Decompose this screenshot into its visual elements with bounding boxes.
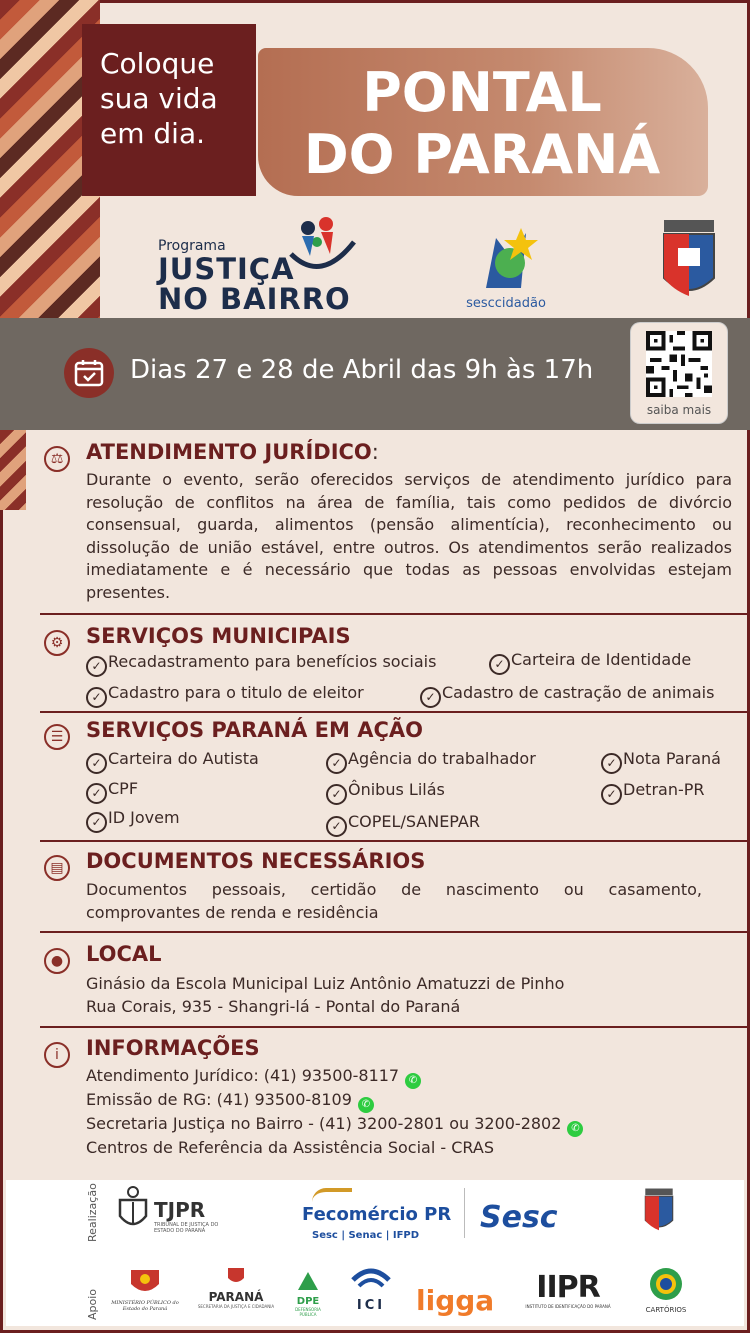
juridico-text [86,469,732,605]
parana-text: PARANÁ [208,1290,264,1304]
section-title: SERVIÇOS MUNICIPAIS [86,624,351,648]
item-label: Cadastro para o titulo de eleitor [108,683,364,702]
local-line: Ginásio da Escola Municipal Luiz Antônio Amatuzzi de Pinho [86,974,565,993]
cartorios-seal-icon [648,1266,684,1302]
sesc-cidadao-icon [466,218,546,292]
document-icon: ▤ [44,855,70,881]
item-label: Carteira do Autista [108,749,259,768]
mp-text: MINISTÉRIO PÚBLICO do Estado do Paraná [111,1300,179,1312]
municipal-coat-of-arms-small [642,1186,676,1236]
calendar-icon [64,348,114,398]
documentos-line: comprovantes de renda e residência [86,902,379,922]
juridico-title: ATENDIMENTO JURÍDICO [86,440,372,464]
program-name-1: JUSTIÇA [158,252,295,286]
sesc-cidadao-logo [458,218,554,310]
check-icon: ✓ [86,687,107,708]
sesc-logo: Sesc [480,1200,558,1235]
info-line: Centros de Referência da Assistência Social - CRAS [86,1138,494,1157]
documentos-line: Documentos pessoais, certidão de nascimento ou casamento, [86,880,702,899]
juridico-line: resolução de conflitos na área de família, tais como pedidos de divórcio [86,492,732,512]
dpe-scales-icon [295,1270,321,1292]
municipal-coat-of-arms [658,218,720,304]
qr-code-card[interactable] [630,322,728,424]
item-label: Detran-PR [623,780,705,799]
section-title: INFORMAÇÕES [86,1036,260,1060]
ici-swirl-icon [349,1266,393,1294]
checklist-item [86,683,364,708]
item-label: Carteira de Identidade [511,650,692,669]
juridico-line: presentes. [86,582,171,602]
dpe-subtext: DEFENSORIA PÚBLICA [295,1307,321,1317]
check-icon: ✓ [86,812,107,833]
footer-logos [6,1180,744,1326]
mp-logo [110,1266,180,1312]
parana-logo [196,1266,276,1309]
informacoes-text [86,1065,583,1160]
section-title: DOCUMENTOS NECESSÁRIOS [86,849,426,873]
item-label: CPF [108,779,139,798]
check-icon: ✓ [420,687,441,708]
check-icon: ✓ [86,656,107,677]
item-label: Nota Paraná [623,749,721,768]
checklist-item [489,650,691,675]
juridico-line: Durante o evento, serão oferecidos serviços de atendimento jurídico para [86,470,732,489]
cartorios-logo [638,1266,694,1314]
crowd-illustration-edge [0,430,26,510]
footer-divider [464,1188,465,1238]
qr-code-icon[interactable] [645,331,713,397]
partner-logos-top [150,212,720,316]
whatsapp-icon[interactable]: ✆ [567,1121,583,1137]
checklist-item [601,749,721,774]
info-line-text: Secretaria Justiça no Bairro - (41) 3200-2801 ou 3200-2802 [86,1114,562,1133]
checklist-item [86,779,138,804]
family-icon [286,214,356,274]
divider [40,931,750,933]
dpe-logo [286,1270,330,1317]
juridico-line: dissolução de união estável, entre outros. Os atendimentos serão realizados [86,537,732,557]
apoio-label: Apoio [86,1288,99,1320]
divider [40,711,750,713]
documentos-text [86,879,702,924]
item-label: COPEL/SANEPAR [348,812,480,831]
whatsapp-icon[interactable]: ✆ [358,1097,374,1113]
tjpr-subtext: TRIBUNAL DE JUSTIÇA DO ESTADO DO PARANÁ [154,1222,219,1234]
divider [40,613,750,615]
section-title [86,440,379,464]
divider [40,840,750,842]
check-icon: ✓ [86,783,107,804]
checklist-item [86,808,180,833]
check-icon: ✓ [489,654,510,675]
clipboard-icon: ☰ [44,724,70,750]
info-line [86,1113,583,1137]
section-title: LOCAL [86,942,162,966]
check-icon: ✓ [326,816,347,837]
checklist-item [326,812,480,837]
iipr-subtext: INSTITUTO DE IDENTIFICAÇÃO DO PARANÁ [525,1304,611,1309]
checklist-item [86,749,259,774]
mp-crest-icon [127,1266,163,1296]
checklist-item [326,749,536,774]
juridico-line: imediatamente e é necessário que todas as pessoas envolvidas estejam [86,560,732,580]
tagline-box: Coloque sua vida em dia. [82,24,256,196]
scales-icon: ⚖ [44,446,70,472]
iipr-logo [516,1272,620,1309]
dpe-text: DPE [296,1296,320,1307]
event-dates: Dias 27 e 28 de Abril das 9h às 17h [130,355,594,385]
iipr-text: IIPR [536,1270,600,1305]
juridico-colon: : [371,440,379,464]
checklist-item [601,780,705,805]
check-icon: ✓ [601,784,622,805]
checklist-item [420,683,714,708]
item-label: ID Jovem [108,808,180,827]
item-label: Agência do trabalhador [348,749,536,768]
item-label: Cadastro de castração de animais [442,683,715,702]
item-label: Ônibus Lilás [348,780,445,799]
item-label: Recadastramento para benefícios sociais [108,652,437,671]
tjpr-text: TJPR [154,1198,206,1222]
info-line [86,1065,583,1089]
ici-text: ICI [356,1298,386,1313]
check-icon: ✓ [326,753,347,774]
whatsapp-icon[interactable]: ✆ [405,1073,421,1089]
parana-subtext: SECRETARIA DA JUSTIÇA E CIDADANIA [197,1304,275,1309]
info-line-text: Atendimento Jurídico: (41) 93500-8117 [86,1066,400,1085]
title-line-1: PONTAL [362,61,602,124]
checklist-item [86,652,436,677]
divider [40,1026,750,1028]
qr-caption: saiba mais [646,403,712,417]
title-line-2: DO PARANÁ [303,123,661,186]
info-line [86,1089,583,1113]
local-line: Rua Corais, 935 - Shangri-lá - Pontal do Paraná [86,996,461,1016]
tjpr-crest-icon [116,1186,150,1232]
cartorios-text: CARTÓRIOS [645,1306,687,1314]
fecomercio-swoosh [312,1188,352,1202]
program-label: Programa [158,238,226,254]
check-icon: ✓ [326,784,347,805]
fecomercio-subtext: Sesc | Senac | IFPD [312,1230,420,1241]
handshake-icon: ⚙ [44,630,70,656]
location-pin-icon: ● [44,948,70,974]
juridico-line: consensual, guarda, alimentos (pensão alimentícia), reconhecimento ou [86,515,732,535]
info-line-text: Emissão de RG: (41) 93500-8109 [86,1090,352,1109]
ligga-logo: ligga [416,1284,495,1317]
page-title [262,62,702,186]
ici-logo [346,1266,396,1313]
checklist-item [326,780,445,805]
info-icon: i [44,1042,70,1068]
parana-crest-icon [226,1266,246,1286]
section-title: SERVIÇOS PARANÁ EM AÇÃO [86,718,424,742]
program-name-2: NO BAIRRO [158,282,351,316]
realizacao-label: Realização [86,1183,99,1242]
check-icon: ✓ [86,753,107,774]
check-icon: ✓ [601,753,622,774]
fecomercio-text: Fecomércio PR [302,1204,452,1225]
sesc-cidadao-text: sesccidadão [466,296,546,311]
local-text [86,973,564,1018]
